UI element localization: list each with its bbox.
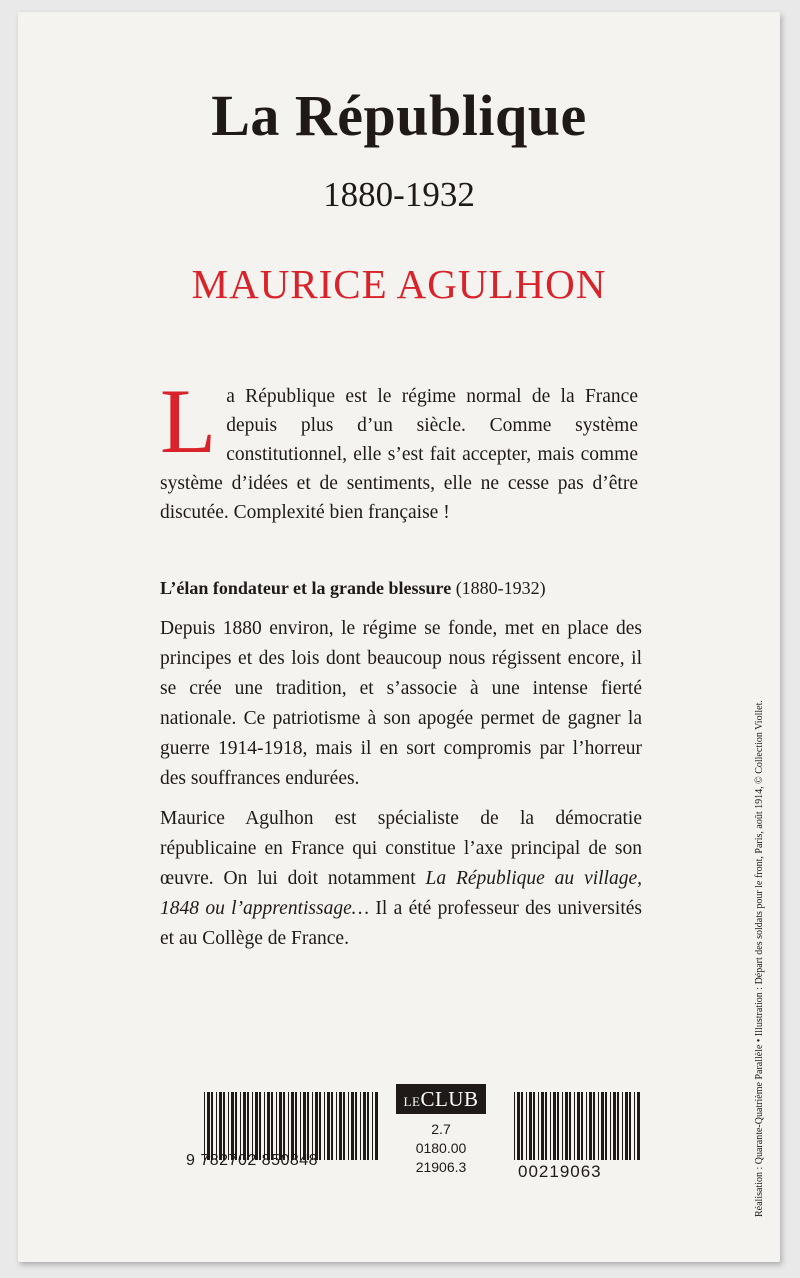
bio-text-start: Maurice Agulhon est spécialiste de la démocratie républicaine en France qui constitue l’axe principal de son œuvre. On lui doit notamment — [160, 808, 642, 889]
barcode-bar — [514, 1092, 515, 1160]
barcode-bar — [339, 1092, 342, 1160]
publisher-barcode — [514, 1092, 640, 1160]
barcode-bar — [252, 1092, 253, 1160]
barcode-bar — [343, 1092, 345, 1160]
barcode-bar — [211, 1092, 213, 1160]
barcode-bar — [324, 1092, 325, 1160]
barcode-bar — [355, 1092, 357, 1160]
barcode-bar — [545, 1092, 547, 1160]
barcode-bar — [291, 1092, 294, 1160]
barcode-bar — [228, 1092, 229, 1160]
barcode-bar — [598, 1092, 599, 1160]
barcode-bar — [216, 1092, 217, 1160]
barcode-bar — [593, 1092, 595, 1160]
barcode-bar — [526, 1092, 527, 1160]
barcode-bar — [255, 1092, 258, 1160]
barcode-bar — [637, 1092, 640, 1160]
isbn-digits: 9 782702 850848 — [186, 1152, 319, 1169]
barcode-bar — [223, 1092, 225, 1160]
credit-line: Réalisation : Quarante-Quatrième Parallèle • Illustration : Départ des soldats pour le front, Paris, août 1914, © Collection Viollet. — [754, 700, 765, 1217]
barcode-bar — [247, 1092, 249, 1160]
barcode-bar — [569, 1092, 571, 1160]
barcode-bar — [610, 1092, 611, 1160]
publisher-barcode-digits: 00219063 — [518, 1162, 602, 1181]
barcode-bar — [629, 1092, 631, 1160]
barcode-bar — [367, 1092, 369, 1160]
barcode-bar — [550, 1092, 551, 1160]
le-club-logo — [396, 1084, 486, 1114]
code-line-1: 2.7 — [431, 1121, 451, 1137]
barcode-bar — [581, 1092, 583, 1160]
barcode-bar — [240, 1092, 241, 1160]
barcode-bar — [315, 1092, 318, 1160]
barcode-bar — [574, 1092, 575, 1160]
le-club-logo-le: LE — [403, 1094, 421, 1109]
barcode-bar — [243, 1092, 246, 1160]
barcode-bar — [327, 1092, 330, 1160]
barcode-bar — [625, 1092, 628, 1160]
intro-paragraph — [160, 370, 638, 527]
barcode-bar — [521, 1092, 523, 1160]
barcode-bar — [577, 1092, 580, 1160]
barcode-bar — [264, 1092, 265, 1160]
barcode-bar — [276, 1092, 277, 1160]
barcode-bar — [283, 1092, 285, 1160]
bio-book-titles: La République au village, 1848 ou l’apprentissage… — [160, 868, 643, 919]
barcode-bar — [372, 1092, 373, 1160]
barcode-bar — [553, 1092, 556, 1160]
barcode-bar — [622, 1092, 623, 1160]
barcode-bar — [617, 1092, 619, 1160]
book-years: 1880-1932 — [323, 175, 475, 214]
barcode-bar — [204, 1092, 205, 1160]
barcode-bar — [363, 1092, 366, 1160]
barcode-bar — [219, 1092, 222, 1160]
drop-cap: L — [160, 370, 217, 472]
barcode-bar — [267, 1092, 270, 1160]
barcode-bar — [312, 1092, 313, 1160]
publisher-codes — [396, 1120, 486, 1177]
barcode-bar — [557, 1092, 559, 1160]
barcode-bar — [601, 1092, 604, 1160]
le-club-logo-club: CLUB — [420, 1087, 479, 1111]
book-back-cover — [18, 12, 780, 1262]
barcode-bar — [336, 1092, 337, 1160]
barcode-bar — [538, 1092, 539, 1160]
section-heading-years: (1880-1932) — [455, 578, 546, 598]
barcode-bar — [319, 1092, 321, 1160]
bio-text-end: Il a été professeur des universités et au Collège de France. — [160, 898, 642, 949]
code-line-3: 21906.3 — [415, 1159, 467, 1175]
barcode-bar — [307, 1092, 309, 1160]
barcode-bar — [533, 1092, 535, 1160]
barcode-bar — [331, 1092, 333, 1160]
barcode-bar — [271, 1092, 273, 1160]
barcode-bar — [351, 1092, 354, 1160]
barcode-bar — [562, 1092, 563, 1160]
barcode-bar — [207, 1092, 210, 1160]
author-bio-paragraph — [160, 804, 642, 954]
book-title: La République — [211, 83, 587, 148]
barcode-bar — [279, 1092, 282, 1160]
book-author: MAURICE AGULHON — [191, 261, 607, 307]
barcode-bar — [565, 1092, 568, 1160]
barcode-bar — [303, 1092, 306, 1160]
barcode-bar — [259, 1092, 261, 1160]
barcode-bar — [360, 1092, 361, 1160]
barcode-bar — [529, 1092, 532, 1160]
barcode-bar — [605, 1092, 607, 1160]
barcode-bar — [375, 1092, 378, 1160]
section-heading — [160, 578, 660, 599]
barcode-bar — [288, 1092, 289, 1160]
isbn-barcode — [204, 1092, 380, 1160]
barcode-bar — [634, 1092, 635, 1160]
barcode-bar — [517, 1092, 520, 1160]
barcode-bar — [589, 1092, 592, 1160]
barcode-bar — [586, 1092, 587, 1160]
barcode-bar — [541, 1092, 544, 1160]
summary-paragraph: Depuis 1880 environ, le régime se fonde, met en place des principes et des lois dont beaucoup nous régissent encore, il se crée une tradition, et s’associe à une intense fierté nationale. Ce patriotisme à son apogée permet de gagner la guerre 1914-1918, mais il en sort compromis par l’horreur des souffrances endurées. — [160, 618, 642, 789]
barcode-bar — [235, 1092, 237, 1160]
barcode-bar — [613, 1092, 616, 1160]
barcode-bar — [231, 1092, 234, 1160]
barcode-bar — [348, 1092, 349, 1160]
code-line-2: 0180.00 — [415, 1140, 467, 1156]
intro-text: a République est le régime normal de la France depuis plus d’un siècle. Comme système constitutionnel, elle s’est fait accepter, mais comme système d’idées et de sentiments, elle ne cesse pas d’être discutée. Complexité bien française ! — [160, 386, 638, 523]
barcode-bar — [295, 1092, 297, 1160]
section-heading-text: L’élan fondateur et la grande blessure — [160, 578, 452, 598]
barcode-bar — [300, 1092, 301, 1160]
